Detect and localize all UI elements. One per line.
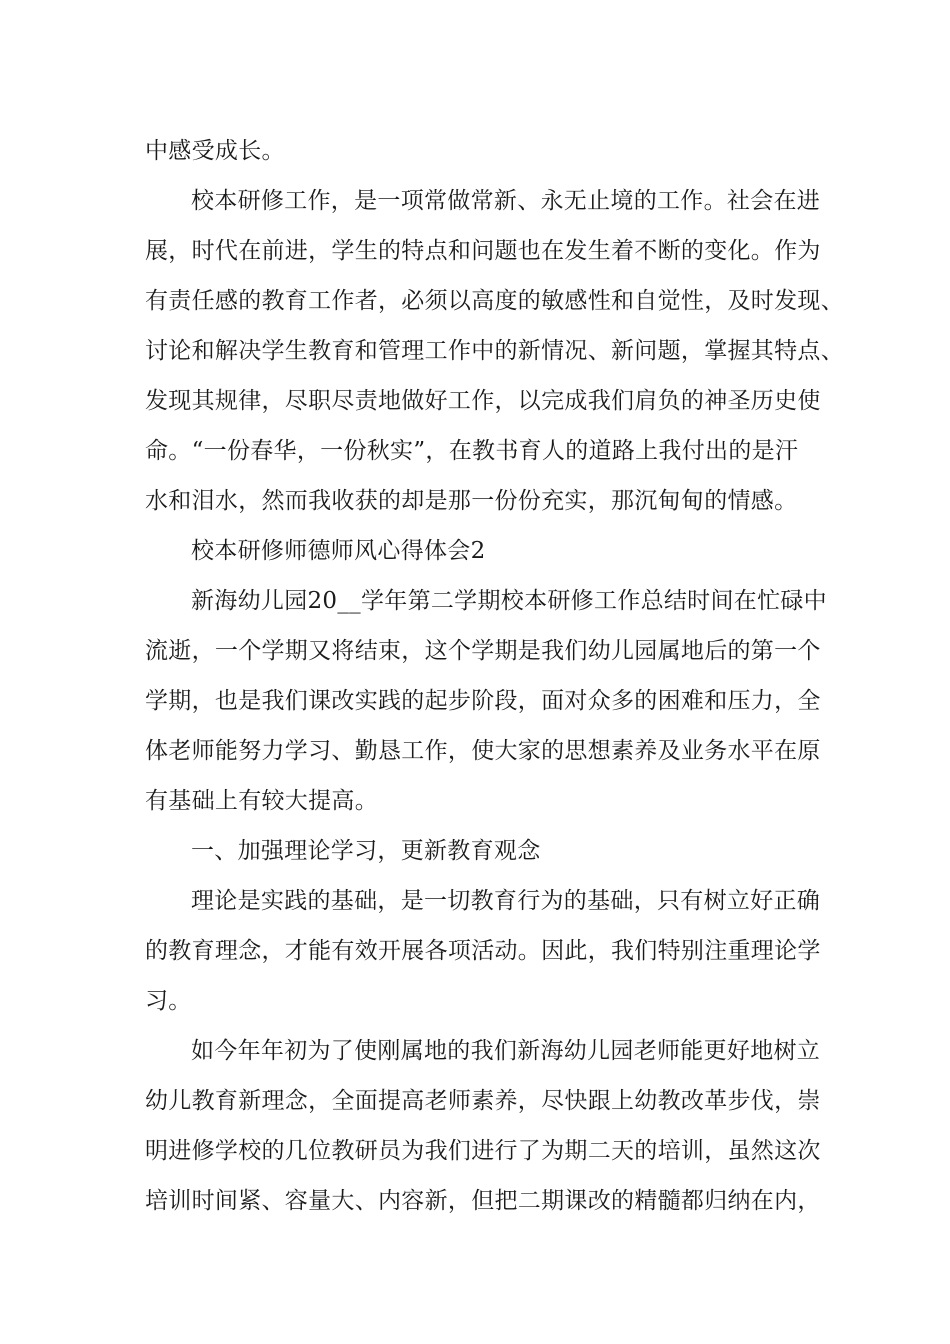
text-line: 有基础上有较大提高。 xyxy=(145,788,378,814)
text-line: 流逝，一个学期又将结束，这个学期是我们幼儿园属地后的第一个 xyxy=(145,638,821,664)
text-line: 发现其规律，尽职尽责地做好工作，以完成我们肩负的神圣历史使 xyxy=(145,388,821,414)
text-line: 新海幼儿园20__学年第二学期校本研修工作总结时间在忙碌中 xyxy=(191,588,827,614)
text-line: 命。“一份春华，一份秋实”，在教书育人的道路上我付出的是汗 xyxy=(145,438,799,464)
text-line: 明进修学校的几位教研员为我们进行了为期二天的培训，虽然这次 xyxy=(145,1138,821,1164)
text-line: 有责任感的教育工作者，必须以高度的敏感性和自觉性，及时发现、 xyxy=(145,288,844,314)
text-line: 体老师能努力学习、勤恳工作，使大家的思想素养及业务水平在原 xyxy=(145,738,821,764)
text-line: 水和泪水，然而我收获的却是那一份份充实，那沉甸甸的情感。 xyxy=(145,488,798,514)
text-line: 习。 xyxy=(145,988,192,1014)
text-line: 学期，也是我们课改实践的起步阶段，面对众多的困难和压力，全 xyxy=(145,688,821,714)
text-line: 讨论和解决学生教育和管理工作中的新情况、新问题，掌握其特点、 xyxy=(145,338,844,364)
text-line: 如今年年初为了使刚属地的我们新海幼儿园老师能更好地树立 xyxy=(191,1038,821,1064)
text-line: 培训时间紧、容量大、内容新，但把二期课改的精髓都归纳在内， xyxy=(145,1188,821,1214)
subsection-heading: 一、加强理论学习，更新教育观念 xyxy=(191,838,541,864)
text-line: 展，时代在前进，学生的特点和问题也在发生着不断的变化。作为 xyxy=(145,238,821,264)
section-heading: 校本研修师德师风心得体会2 xyxy=(191,538,486,564)
text-line: 的教育理念，才能有效开展各项活动。因此，我们特别注重理论学 xyxy=(145,938,821,964)
text-line: 校本研修工作，是一项常做常新、永无止境的工作。社会在进 xyxy=(191,188,821,214)
text-line: 幼儿教育新理念，全面提高老师素养，尽快跟上幼教改革步伐，崇 xyxy=(145,1088,821,1114)
text-line: 理论是实践的基础，是一切教育行为的基础，只有树立好正确 xyxy=(191,888,821,914)
text-line: 中感受成长。 xyxy=(145,138,285,164)
document-body xyxy=(145,126,844,1226)
